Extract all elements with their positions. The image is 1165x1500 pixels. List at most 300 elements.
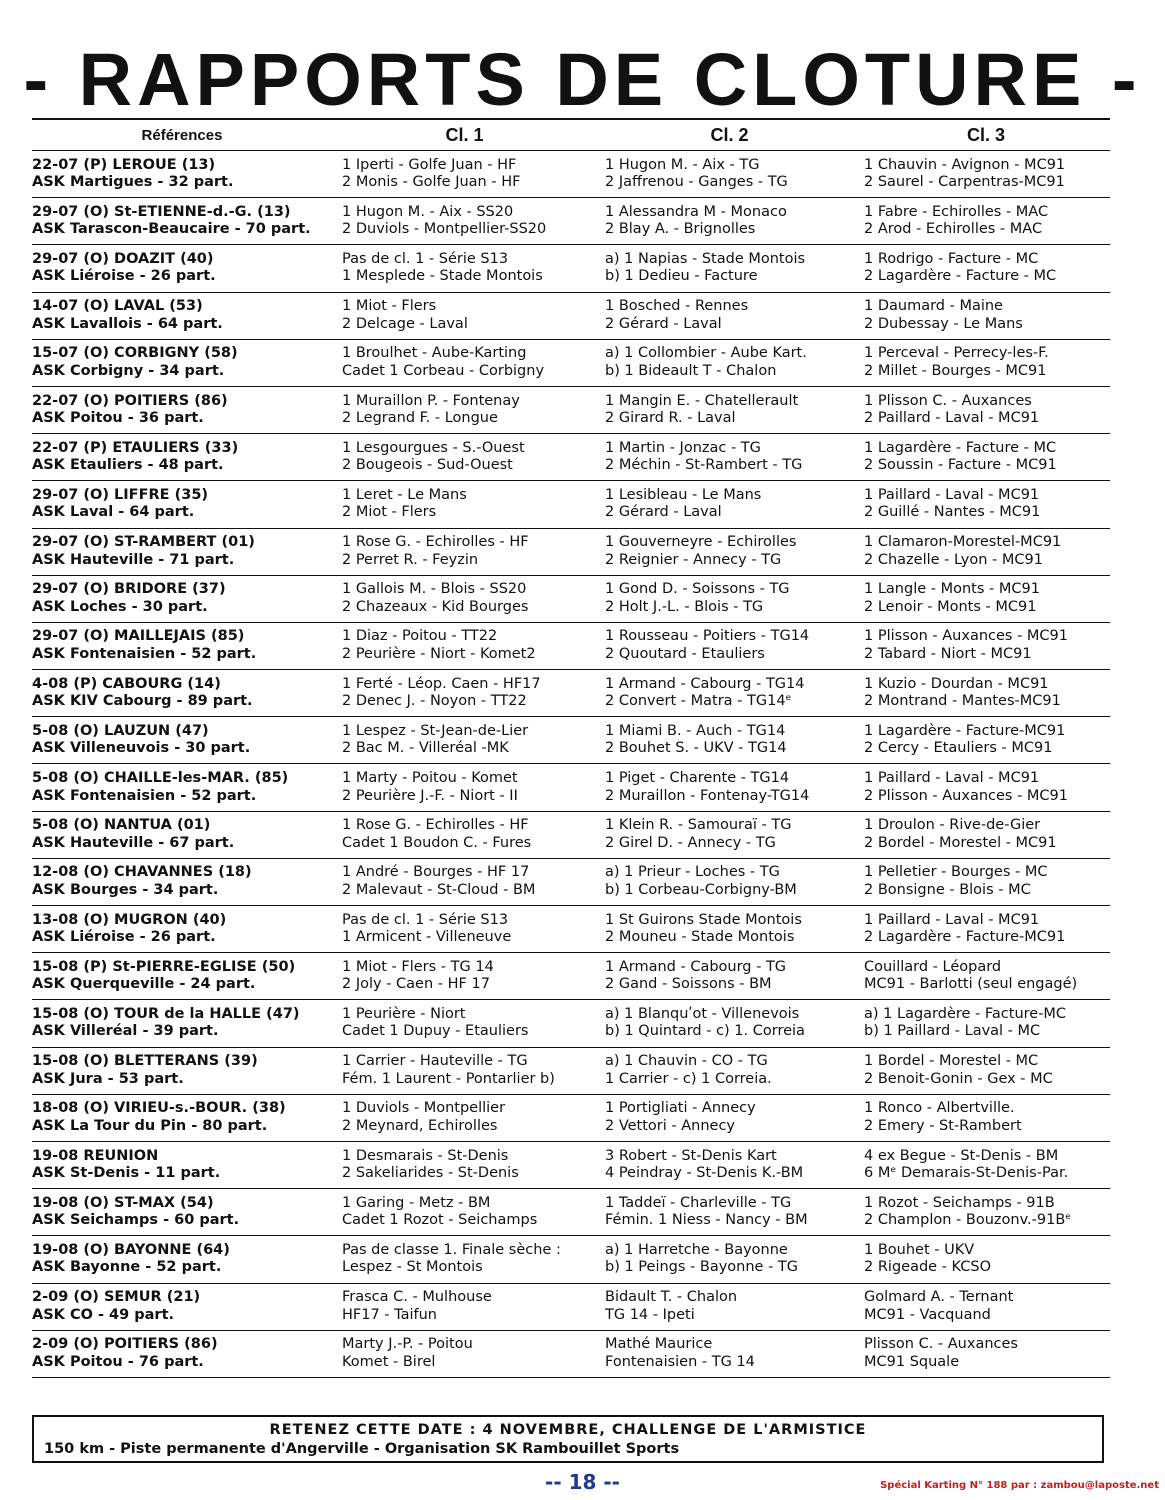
page-number: -- 18 -- <box>545 1470 620 1494</box>
cl3-cell-line: 2 Montrand - Mantes-MC91 <box>864 693 1061 710</box>
cl1-cell-line: 2 Sakeliarides - St-Denis <box>342 1165 519 1182</box>
cl1-cell-line: 2 Duviols - Montpellier-SS20 <box>342 221 547 238</box>
cl1-cell-line: 2 Meynard, Echirolles <box>342 1117 498 1134</box>
results-table <box>32 118 1110 1378</box>
cl2-cell <box>597 481 862 527</box>
cl2-cell <box>597 953 862 999</box>
cl3-cell-line: 2 Lagardère - Facture-MC91 <box>864 929 1066 946</box>
cl1-cell-line: Fém. 1 Laurent - Pontarlier b) <box>342 1070 555 1087</box>
cl2-cell-line: 2 Convert - Matra - TG14ᵉ <box>605 693 792 710</box>
reference-cell-line: ASK La Tour du Pin - 80 part. <box>32 1117 268 1134</box>
table-row <box>32 340 1110 387</box>
table-row <box>32 293 1110 340</box>
cl2-cell-line: 2 Blay A. - Brignolles <box>605 221 756 238</box>
reference-cell <box>32 906 332 952</box>
cl1-cell <box>332 1331 597 1377</box>
cl3-cell-line: 2 Champlon - Bouzonv.-91Bᵉ <box>864 1212 1072 1229</box>
cl2-cell-line: b) 1 Bideault T - Chalon <box>605 362 777 379</box>
reference-cell-line: ASK Jura - 53 part. <box>32 1070 184 1087</box>
cl3-cell-line: 2 Bonsigne - Blois - MC <box>864 881 1031 898</box>
cl3-cell-line: 2 Chazelle - Lyon - MC91 <box>864 551 1043 568</box>
cl1-cell-line: 1 Peurière - Niort <box>342 1005 466 1022</box>
cl1-cell-line: 1 Duviols - Montpellier <box>342 1100 506 1117</box>
table-row <box>32 906 1110 953</box>
cl1-cell-line: 2 Legrand F. - Longue <box>342 410 498 427</box>
cl1-cell-line: HF17 - Taifun <box>342 1306 438 1323</box>
cl1-cell-line: 1 Leret - Le Mans <box>342 486 467 503</box>
cl1-cell-line: 2 Bac M. - Villeréal -MK <box>342 740 509 757</box>
reference-cell-line: 29-07 (O) St-ETIENNE-d.-G. (13) <box>32 203 291 220</box>
cl3-cell-line: 1 Clamaron-Morestel-MC91 <box>864 534 1062 551</box>
reference-cell-line: 5-08 (O) NANTUA (01) <box>32 817 211 834</box>
cl2-cell-line: 1 Piget - Charente - TG14 <box>605 770 790 787</box>
cl3-cell <box>862 529 1110 575</box>
reference-cell-line: 15-08 (P) St-PIERRE-EGLISE (50) <box>32 958 296 975</box>
reference-cell-line: ASK Hauteville - 71 part. <box>32 551 235 568</box>
reference-cell-line: ASK Lavallois - 64 part. <box>32 315 223 332</box>
reference-cell-line: ASK Corbigny - 34 part. <box>32 362 225 379</box>
cl3-cell-line: 1 Ronco - Albertville. <box>864 1100 1015 1117</box>
reference-cell <box>32 764 332 810</box>
cl3-cell <box>862 812 1110 858</box>
cl2-cell <box>597 434 862 480</box>
cl1-cell-line: Cadet 1 Dupuy - Etauliers <box>342 1023 529 1040</box>
table-row <box>32 717 1110 764</box>
cl1-cell-line: 1 Mesplede - Stade Montois <box>342 268 543 285</box>
cl2-cell-line: 1 Gond D. - Soissons - TG <box>605 581 790 598</box>
cl3-cell-line: 4 ex Begue - St-Denis - BM <box>864 1147 1059 1164</box>
cl1-cell-line: 2 Malevaut - St-Cloud - BM <box>342 881 536 898</box>
cl1-cell-line: Pas de cl. 1 - Série S13 <box>342 250 509 267</box>
cl3-cell-line: 1 Rodrigo - Facture - MC <box>864 250 1039 267</box>
cl2-cell <box>597 529 862 575</box>
reference-cell-line: ASK Martigues - 32 part. <box>32 174 234 191</box>
cl3-cell-line: 2 Soussin - Facture - MC91 <box>864 457 1057 474</box>
cl1-cell-line: 1 Hugon M. - Aix - SS20 <box>342 203 514 220</box>
reference-cell-line: 5-08 (O) CHAILLE-les-MAR. (85) <box>32 770 289 787</box>
cl3-cell-line: 2 Arod - Echirolles - MAC <box>864 221 1043 238</box>
cl1-cell <box>332 812 597 858</box>
cl1-cell-line: 1 Iperti - Golfe Juan - HF <box>342 156 517 173</box>
reference-cell-line: 19-08 (O) ST-MAX (54) <box>32 1194 214 1211</box>
cl3-cell-line: 1 Pelletier - Bourges - MC <box>864 864 1048 881</box>
cl1-cell-line: 1 Garing - Metz - BM <box>342 1194 491 1211</box>
reference-cell <box>32 245 332 291</box>
cl2-cell-line: 1 Gouverneyre - Echirolles <box>605 534 797 551</box>
cl3-cell-line: 2 Bordel - Morestel - MC91 <box>864 834 1057 851</box>
reference-cell <box>32 1284 332 1330</box>
cl1-cell <box>332 293 597 339</box>
cl1-cell-line: 2 Joly - Caen - HF 17 <box>342 976 490 993</box>
cl1-cell-line: Pas de classe 1. Finale sèche : <box>342 1241 561 1258</box>
cl2-cell-line: Bidault T. - Chalon <box>605 1289 738 1306</box>
cl1-cell <box>332 529 597 575</box>
cl2-cell-line: a) 1 Collombier - Aube Kart. <box>605 345 807 362</box>
cl2-cell <box>597 906 862 952</box>
reference-cell-line: ASK Bourges - 34 part. <box>32 881 219 898</box>
cl3-cell <box>862 1142 1110 1188</box>
table-row <box>32 151 1110 198</box>
reference-cell-line: 2-09 (O) POITIERS (86) <box>32 1336 218 1353</box>
cl3-cell <box>862 198 1110 244</box>
cl3-cell <box>862 1284 1110 1330</box>
cl3-cell-line: 2 Millet - Bourges - MC91 <box>864 362 1047 379</box>
cl3-cell-line: a) 1 Lagardère - Facture-MC <box>864 1005 1067 1022</box>
reference-cell-line: 22-07 (P) ETAULIERS (33) <box>32 439 239 456</box>
cl2-cell-line: 2 Muraillon - Fontenay-TG14 <box>605 787 810 804</box>
reference-cell-line: 18-08 (O) VIRIEU-s.-BOUR. (38) <box>32 1100 286 1117</box>
reference-cell-line: 29-07 (O) ST-RAMBERT (01) <box>32 534 255 551</box>
cl2-cell-line: 2 Gérard - Laval <box>605 504 722 521</box>
cl2-cell-line: 1 Carrier - c) 1 Correia. <box>605 1070 772 1087</box>
cl2-cell-line: 1 Miami B. - Auch - TG14 <box>605 722 786 739</box>
cl3-cell-line: 2 Paillard - Laval - MC91 <box>864 410 1040 427</box>
reference-cell-line: ASK Loches - 30 part. <box>32 598 208 615</box>
cl2-cell-line: 1 Hugon M. - Aix - TG <box>605 156 760 173</box>
table-row <box>32 812 1110 859</box>
reference-cell <box>32 953 332 999</box>
reference-cell <box>32 529 332 575</box>
cl3-cell-line: 1 Rozot - Seichamps - 91B <box>864 1194 1055 1211</box>
cl2-cell <box>597 1284 862 1330</box>
cl2-cell-line: 1 Lesibleau - Le Mans <box>605 486 762 503</box>
reference-cell-line: ASK Tarascon-Beaucaire - 70 part. <box>32 221 311 238</box>
cl3-cell <box>862 859 1110 905</box>
table-row <box>32 529 1110 576</box>
cl1-cell-line: 2 Delcage - Laval <box>342 315 468 332</box>
header-cl2: Cl. 2 <box>710 124 749 145</box>
cl2-cell <box>597 1236 862 1282</box>
cl1-cell-line: 2 Peurière - Niort - Komet2 <box>342 645 536 662</box>
cl3-cell-line: 1 Daumard - Maine <box>864 298 1003 315</box>
cl1-cell <box>332 576 597 622</box>
cl2-cell <box>597 859 862 905</box>
cl3-cell <box>862 293 1110 339</box>
cl1-cell-line: Komet - Birel <box>342 1353 436 1370</box>
cl1-cell <box>332 670 597 716</box>
cl3-cell-line: 1 Fabre - Echirolles - MAC <box>864 203 1049 220</box>
cl2-cell <box>597 151 862 197</box>
cl3-cell-line: 2 Rigeade - KCSO <box>864 1259 991 1276</box>
cl1-cell <box>332 1142 597 1188</box>
cl2-cell-line: Fémin. 1 Niess - Nancy - BM <box>605 1212 808 1229</box>
cl1-cell <box>332 151 597 197</box>
reference-cell-line: 22-07 (O) POITIERS (86) <box>32 392 228 409</box>
reference-cell-line: 12-08 (O) CHAVANNES (18) <box>32 864 252 881</box>
cl3-cell-line: 1 Bordel - Morestel - MC <box>864 1053 1039 1070</box>
cl2-cell-line: 2 Mouneu - Stade Montois <box>605 929 795 946</box>
table-row <box>32 576 1110 623</box>
cl1-cell-line: Cadet 1 Boudon C. - Fures <box>342 834 532 851</box>
reference-cell-line: 15-08 (O) TOUR de la HALLE (47) <box>32 1005 300 1022</box>
reference-cell-line: ASK Etauliers - 48 part. <box>32 457 224 474</box>
reference-cell <box>32 1236 332 1282</box>
cl1-cell-line: 2 Chazeaux - Kid Bourges <box>342 598 529 615</box>
date-notice-box <box>32 1415 1104 1463</box>
table-row <box>32 623 1110 670</box>
cl3-cell-line: 1 Paillard - Laval - MC91 <box>864 770 1040 787</box>
cl1-cell <box>332 481 597 527</box>
cl2-cell-line: 1 Martin - Jonzac - TG <box>605 439 761 456</box>
cl3-cell-line: Plisson C. - Auxances <box>864 1336 1018 1353</box>
cl1-cell <box>332 198 597 244</box>
cl1-cell-line: 1 Rose G. - Echirolles - HF <box>342 534 529 551</box>
cl3-cell <box>862 481 1110 527</box>
cl3-cell <box>862 434 1110 480</box>
reference-cell-line: 2-09 (O) SEMUR (21) <box>32 1289 201 1306</box>
cl2-cell <box>597 717 862 763</box>
cl1-cell-line: 1 Miot - Flers - TG 14 <box>342 958 494 975</box>
cl1-cell <box>332 434 597 480</box>
reference-cell-line: ASK Villeréal - 39 part. <box>32 1023 219 1040</box>
cl1-cell-line: 1 Desmarais - St-Denis <box>342 1147 509 1164</box>
cl2-cell <box>597 1095 862 1141</box>
cl3-cell-line: 2 Benoit-Gonin - Gex - MC <box>864 1070 1053 1087</box>
cl2-cell <box>597 576 862 622</box>
cl2-cell-line: 2 Méchin - St-Rambert - TG <box>605 457 803 474</box>
cl1-cell <box>332 1236 597 1282</box>
cl1-cell-line: Marty J.-P. - Poitou <box>342 1336 473 1353</box>
table-row <box>32 859 1110 906</box>
cl1-cell-line: 1 Rose G. - Echirolles - HF <box>342 817 529 834</box>
reference-cell-line: ASK Poitou - 36 part. <box>32 410 204 427</box>
cl3-cell <box>862 623 1110 669</box>
cl2-cell-line: a) 1 Blanquʹot - Villenevois <box>605 1005 800 1022</box>
cl2-cell-line: a) 1 Prieur - Loches - TG <box>605 864 780 881</box>
cl1-cell-line: 1 Gallois M. - Blois - SS20 <box>342 581 527 598</box>
cl3-cell-line: 1 Plisson - Auxances - MC91 <box>864 628 1069 645</box>
reference-cell <box>32 1095 332 1141</box>
cl2-cell <box>597 1331 862 1377</box>
cl2-cell <box>597 198 862 244</box>
cl3-cell-line: 1 Paillard - Laval - MC91 <box>864 486 1040 503</box>
cl2-cell <box>597 340 862 386</box>
cl2-cell-line: b) 1 Quintard - c) 1. Correia <box>605 1023 805 1040</box>
table-row <box>32 434 1110 481</box>
cl1-cell <box>332 623 597 669</box>
cl1-cell-line: Frasca C. - Mulhouse <box>342 1289 492 1306</box>
cl3-cell <box>862 906 1110 952</box>
cl3-cell-line: 1 Langle - Monts - MC91 <box>864 581 1040 598</box>
cl3-cell-line: 2 Lenoir - Monts - MC91 <box>864 598 1037 615</box>
cl2-cell <box>597 1000 862 1046</box>
cl2-cell-line: 1 Klein R. - Samouraï - TG <box>605 817 792 834</box>
reference-cell-line: 29-07 (O) LIFFRE (35) <box>32 486 209 503</box>
reference-cell-line: 4-08 (P) CABOURG (14) <box>32 675 221 692</box>
table-row <box>32 1189 1110 1236</box>
page-title: - RAPPORTS DE CLOTURE - <box>23 38 1142 121</box>
reference-cell <box>32 293 332 339</box>
reference-cell-line: 13-08 (O) MUGRON (40) <box>32 911 227 928</box>
reference-cell <box>32 717 332 763</box>
reference-cell-line: 15-07 (O) CORBIGNY (58) <box>32 345 238 362</box>
cl1-cell-line: 2 Bougeois - Sud-Ouest <box>342 457 513 474</box>
reference-cell <box>32 151 332 197</box>
reference-cell <box>32 1000 332 1046</box>
footer-credit: Spécial Karting N° 188 par : zambou@laposte.net <box>880 1480 1159 1491</box>
cl1-cell <box>332 764 597 810</box>
reference-cell-line: 19-08 REUNION <box>32 1147 159 1164</box>
cl1-cell-line: 1 Muraillon P. - Fontenay <box>342 392 520 409</box>
header-cl3: Cl. 3 <box>966 124 1005 145</box>
cl1-cell <box>332 1048 597 1094</box>
cl3-cell-line: 2 Saurel - Carpentras-MC91 <box>864 174 1065 191</box>
cl2-cell <box>597 1048 862 1094</box>
cl1-cell-line: 1 Broulhet - Aube-Karting <box>342 345 527 362</box>
cl3-cell-line: 1 Kuzio - Dourdan - MC91 <box>864 675 1049 692</box>
reference-cell-line: 14-07 (O) LAVAL (53) <box>32 298 203 315</box>
cl3-cell-line: 2 Guillé - Nantes - MC91 <box>864 504 1041 521</box>
cl1-cell <box>332 1000 597 1046</box>
cl2-cell-line: 2 Holt J.-L. - Blois - TG <box>605 598 764 615</box>
cl2-cell <box>597 764 862 810</box>
reference-cell <box>32 1189 332 1235</box>
cl3-cell <box>862 1095 1110 1141</box>
cl1-cell-line: 1 Miot - Flers <box>342 298 437 315</box>
cl3-cell <box>862 1189 1110 1235</box>
reference-cell-line: ASK Fontenaisien - 52 part. <box>32 645 257 662</box>
cl3-cell-line: 2 Lagardère - Facture - MC <box>864 268 1057 285</box>
cl2-cell-line: 2 Jaffrenou - Ganges - TG <box>605 174 788 191</box>
cl1-cell-line: 2 Miot - Flers <box>342 504 437 521</box>
cl2-cell-line: 2 Vettori - Annecy <box>605 1117 736 1134</box>
reference-cell <box>32 340 332 386</box>
cl1-cell <box>332 1095 597 1141</box>
cl1-cell <box>332 387 597 433</box>
table-row <box>32 670 1110 717</box>
cl3-cell <box>862 764 1110 810</box>
cl1-cell-line: 2 Denec J. - Noyon - TT22 <box>342 693 527 710</box>
cl2-cell-line: 1 Alessandra M - Monaco <box>605 203 787 220</box>
cl3-cell-line: Couillard - Léopard <box>864 958 1002 975</box>
cl1-cell-line: Lespez - St Montois <box>342 1259 483 1276</box>
cl2-cell-line: 1 St Guirons Stade Montois <box>605 911 802 928</box>
cl3-cell <box>862 151 1110 197</box>
cl3-cell <box>862 717 1110 763</box>
table-row <box>32 764 1110 811</box>
cl1-cell-line: 2 Monis - Golfe Juan - HF <box>342 174 521 191</box>
cl3-cell-line: Golmard A. - Ternant <box>864 1289 1014 1306</box>
reference-cell <box>32 576 332 622</box>
reference-cell <box>32 434 332 480</box>
cl2-cell-line: Mathé Maurice <box>605 1336 713 1353</box>
reference-cell <box>32 812 332 858</box>
reference-cell <box>32 387 332 433</box>
cl1-cell <box>332 1189 597 1235</box>
reference-cell <box>32 623 332 669</box>
cl3-cell <box>862 670 1110 716</box>
cl3-cell-line: 1 Droulon - Rive-de-Gier <box>864 817 1041 834</box>
cl2-cell <box>597 387 862 433</box>
cl2-cell-line: 2 Reignier - Annecy - TG <box>605 551 782 568</box>
cl2-cell <box>597 670 862 716</box>
cl2-cell-line: 1 Bosched - Rennes <box>605 298 749 315</box>
table-row <box>32 245 1110 292</box>
table-row <box>32 1142 1110 1189</box>
header-cl1: Cl. 1 <box>445 124 484 145</box>
cl3-cell-line: 1 Lagardère - Facture-MC91 <box>864 722 1066 739</box>
cl2-cell-line: 1 Armand - Cabourg - TG14 <box>605 675 805 692</box>
cl3-cell <box>862 1000 1110 1046</box>
reference-cell-line: ASK Hauteville - 67 part. <box>32 834 235 851</box>
cl3-cell <box>862 1048 1110 1094</box>
cl3-cell-line: 1 Chauvin - Avignon - MC91 <box>864 156 1066 173</box>
header-references: Références <box>141 126 223 144</box>
cl2-cell-line: 1 Portigliati - Annecy <box>605 1100 756 1117</box>
cl3-cell <box>862 1236 1110 1282</box>
cl3-cell-line: 1 Plisson C. - Auxances <box>864 392 1032 409</box>
table-row <box>32 387 1110 434</box>
reference-cell-line: ASK Villeneuvois - 30 part. <box>32 740 251 757</box>
cl3-cell-line: 2 Plisson - Auxances - MC91 <box>864 787 1069 804</box>
cl3-cell-line: 2 Cercy - Etauliers - MC91 <box>864 740 1053 757</box>
cl1-cell <box>332 906 597 952</box>
cl3-cell-line: 1 Perceval - Perrecy-les-F. <box>864 345 1049 362</box>
cl1-cell <box>332 859 597 905</box>
cl2-cell-line: a) 1 Chauvin - CO - TG <box>605 1053 768 1070</box>
cl2-cell-line: Fontenaisien - TG 14 <box>605 1353 755 1370</box>
cl1-cell-line: Pas de cl. 1 - Série S13 <box>342 911 509 928</box>
cl2-cell-line: 2 Quoutard - Etauliers <box>605 645 765 662</box>
cl2-cell-line: 1 Taddeï - Charleville - TG <box>605 1194 792 1211</box>
cl2-cell <box>597 1189 862 1235</box>
table-row <box>32 1048 1110 1095</box>
table-row <box>32 1000 1110 1047</box>
reference-cell-line: ASK Bayonne - 52 part. <box>32 1259 222 1276</box>
cl1-cell <box>332 1284 597 1330</box>
cl2-cell-line: 2 Girel D. - Annecy - TG <box>605 834 776 851</box>
cl3-cell-line: MC91 Squale <box>864 1353 960 1370</box>
table-row <box>32 953 1110 1000</box>
cl3-cell-line: b) 1 Paillard - Laval - MC <box>864 1023 1041 1040</box>
reference-cell <box>32 670 332 716</box>
table-header <box>32 120 1110 151</box>
cl3-cell <box>862 1331 1110 1377</box>
cl1-cell <box>332 717 597 763</box>
reference-cell-line: ASK KIV Cabourg - 89 part. <box>32 693 253 710</box>
table-row <box>32 1095 1110 1142</box>
cl1-cell-line: 1 Ferté - Léop. Caen - HF17 <box>342 675 541 692</box>
cl1-cell-line: Cadet 1 Rozot - Seichamps <box>342 1212 538 1229</box>
reference-cell <box>32 481 332 527</box>
cl2-cell-line: 2 Girard R. - Laval <box>605 410 736 427</box>
cl3-cell <box>862 576 1110 622</box>
reference-cell-line: 15-08 (O) BLETTERANS (39) <box>32 1053 258 1070</box>
table-row <box>32 1236 1110 1283</box>
cl3-cell <box>862 340 1110 386</box>
cl2-cell-line: 2 Gand - Soissons - BM <box>605 976 772 993</box>
cl3-cell-line: 2 Tabard - Niort - MC91 <box>864 645 1032 662</box>
cl1-cell-line: 2 Peurière J.-F. - Niort - II <box>342 787 518 804</box>
cl3-cell-line: MC91 - Barlotti (seul engagé) <box>864 976 1078 993</box>
table-row <box>32 481 1110 528</box>
reference-cell-line: 29-07 (O) DOAZIT (40) <box>32 250 214 267</box>
reference-cell <box>32 1048 332 1094</box>
reference-cell-line: ASK Laval - 64 part. <box>32 504 195 521</box>
cl3-cell <box>862 245 1110 291</box>
cl3-cell <box>862 953 1110 999</box>
reference-cell-line: ASK Querqueville - 24 part. <box>32 976 256 993</box>
cl2-cell-line: 1 Rousseau - Poitiers - TG14 <box>605 628 810 645</box>
cl2-cell-line: a) 1 Napias - Stade Montois <box>605 250 806 267</box>
notice-line-1: RETENEZ CETTE DATE : 4 NOVEMBRE, CHALLENGE DE L'ARMISTICE <box>269 1422 867 1438</box>
cl2-cell-line: 1 Mangin E. - Chatellerault <box>605 392 799 409</box>
cl3-cell-line: 2 Dubessay - Le Mans <box>864 315 1023 332</box>
cl1-cell-line: Cadet 1 Corbeau - Corbigny <box>342 362 545 379</box>
cl2-cell-line: TG 14 - Ipeti <box>605 1306 695 1323</box>
cl3-cell-line: 6 Mᵉ Demarais-St-Denis-Par. <box>864 1165 1069 1182</box>
cl2-cell-line: 2 Gérard - Laval <box>605 315 722 332</box>
